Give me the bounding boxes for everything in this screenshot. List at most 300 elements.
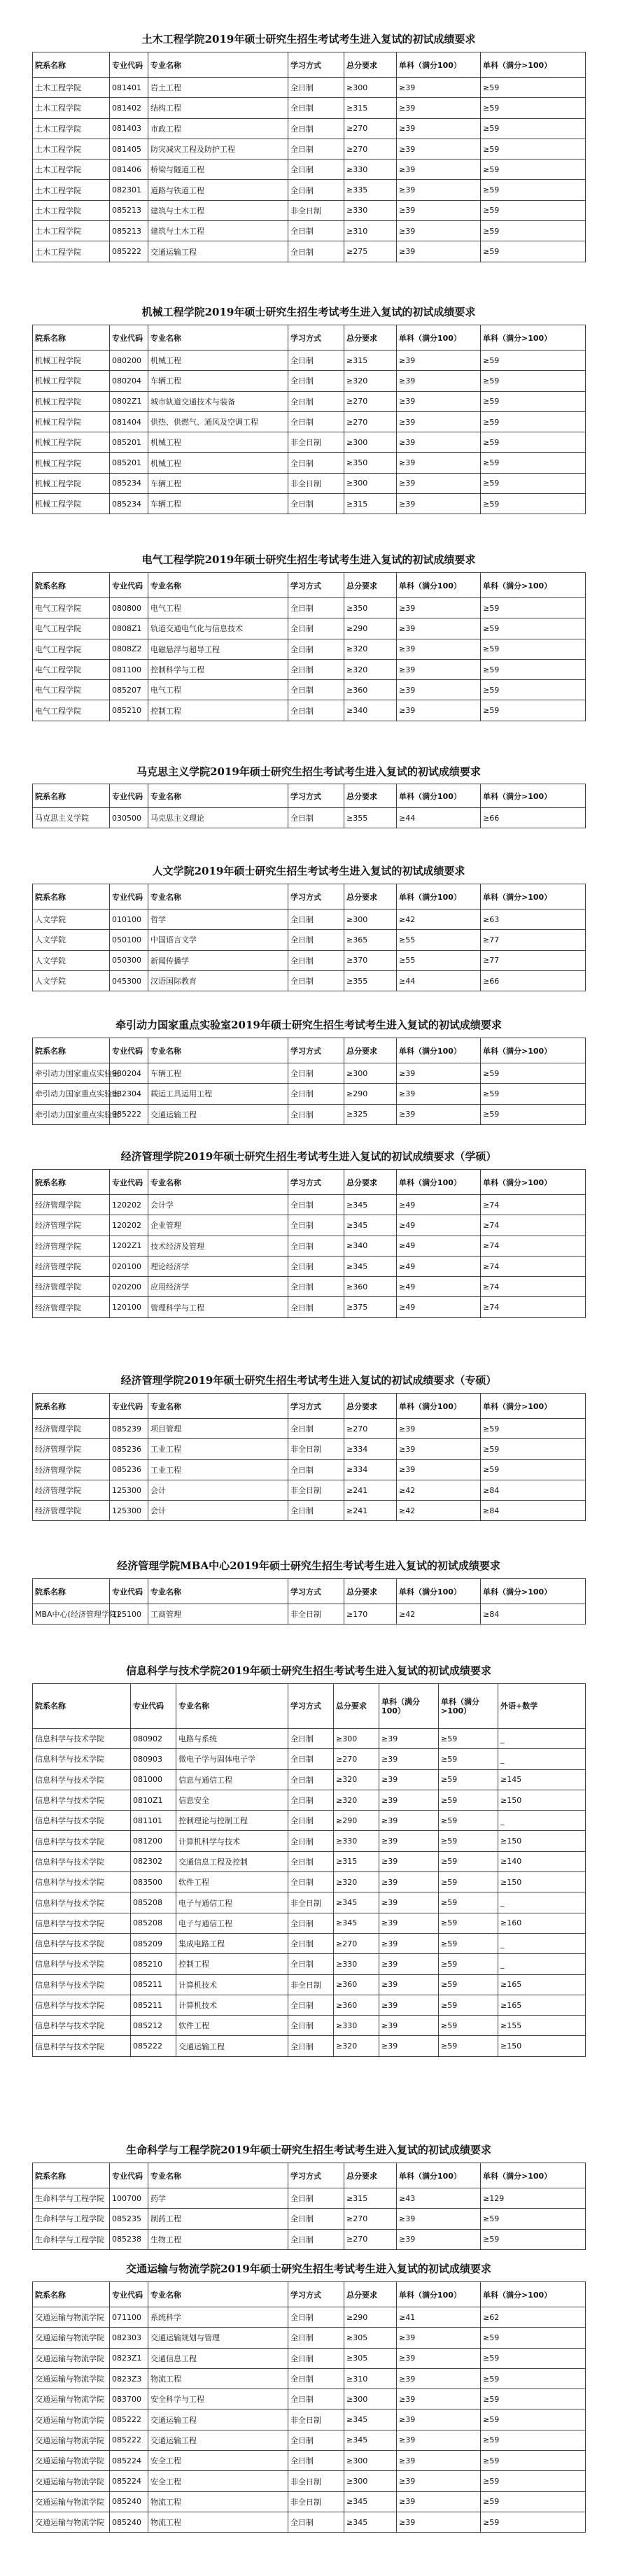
table-cell: ≥59 [439,1811,498,1831]
table-cell: ≥300 [344,910,397,930]
table-cell: ≥330 [344,200,397,220]
table-cell: ≥39 [397,598,481,618]
table-cell: 经济管理学院 [33,1256,110,1276]
table-cell: ≥59 [439,1954,498,1974]
table-cell: ≥270 [344,411,397,432]
table-cell: 非全日制 [288,1892,334,1913]
table-row [33,160,586,180]
column-header: 院系名称 [33,573,110,598]
table-row [33,1974,586,1995]
table-cell: 土木工程学院 [33,160,110,180]
table-cell: ≥355 [344,808,397,828]
table-cell: ≥39 [397,2209,481,2229]
table-row [33,1277,586,1297]
table-cell: 机械工程学院 [33,494,110,514]
table-cell: 电气工程学院 [33,598,110,618]
score-table-section [32,27,585,262]
table-cell: ≥290 [344,618,397,639]
table-cell: ≥44 [397,808,481,828]
table-cell: 微电子学与固体电子学 [176,1749,288,1769]
column-header: 单科（满分>100） [481,784,586,808]
column-header: 专业代码 [110,325,148,351]
table-cell: 030500 [110,808,148,828]
table-cell: 生命科学与工程学院 [33,2188,110,2209]
table-cell: 技术经济及管理 [148,1236,288,1256]
score-table-section [32,547,585,721]
column-header: 院系名称 [33,1579,110,1604]
table-cell: 机械工程学院 [33,473,110,493]
table-cell: 交通运输与物流学院 [33,2491,110,2512]
table-cell: ≥43 [397,2188,481,2209]
table-row [33,139,586,159]
table-cell: 人文学院 [33,970,110,991]
table-cell: ≥39 [379,1892,439,1913]
table-row [33,180,586,200]
table-cell: 非全日制 [288,200,344,220]
table-cell: _ [498,1933,586,1953]
table-cell: ≥39 [397,659,481,679]
table-cell: ≥59 [481,2229,586,2249]
table-cell: 集成电路工程 [176,1933,288,1953]
table-cell: 全日制 [288,1790,334,1810]
table-cell: 全日制 [288,2229,344,2249]
table-title: 马克思主义学院2019年硕士研究生招生考试考生进入复试的初试成绩要求 [136,765,481,778]
table-row [33,1729,586,1749]
table-row [33,639,586,659]
table-cell: 全日制 [288,680,344,700]
table-cell: 马克思主义学院 [33,808,110,828]
column-header: 专业代码 [110,2282,148,2307]
table-row [33,808,586,828]
table-cell: ≥59 [439,1831,498,1851]
table-cell: ≥59 [481,473,586,493]
table-cell: ≥300 [344,2389,397,2409]
table-row [33,2491,586,2512]
table-cell: ≥39 [397,78,481,98]
table-cell: ≥49 [397,1215,481,1236]
table-cell: ≥360 [344,680,397,700]
column-header: 单科（满分100） [397,784,481,808]
table-cell: 全日制 [288,1872,334,1892]
table-row [33,2368,586,2389]
table-cell: ≥59 [481,411,586,432]
table-cell: ≥39 [379,1749,439,1769]
table-cell: 信息科学与技术学院 [33,1872,131,1892]
table-cell: 125300 [110,1480,148,1500]
table-cell: 全日制 [288,2328,344,2348]
table-title: 人文学院2019年硕士研究生招生考试考生进入复试的初试成绩要求 [152,865,465,877]
table-cell: ≥170 [344,1604,397,1625]
table-cell: 全日制 [288,2036,334,2056]
table-row [33,2328,586,2348]
table-cell: ≥39 [397,2389,481,2409]
table-row [33,1892,586,1913]
table-cell: 信息科学与技术学院 [33,1913,131,1933]
table-title: 交通运输与物流学院2019年硕士研究生招生考试考生进入复试的初试成绩要求 [126,2263,491,2275]
table-cell: ≥59 [481,1419,586,1439]
table-cell: 085222 [110,241,148,262]
table-cell: ≥59 [481,453,586,473]
table-cell: 085224 [110,2451,148,2471]
table-cell: ≥39 [379,1851,439,1871]
table-cell: 全日制 [288,139,344,159]
table-cell: 控制理论与控制工程 [176,1811,288,1831]
column-header: 总分要求 [344,573,397,598]
table-row [33,1063,586,1084]
column-header: 院系名称 [33,1170,110,1195]
table-cell: ≥39 [397,2368,481,2389]
table-cell: ≥315 [344,494,397,514]
table-cell: 非全日制 [288,1480,344,1500]
table-row [33,1604,586,1625]
column-header: 外语+数学 [498,1684,586,1729]
table-cell: 生命科学与工程学院 [33,2229,110,2249]
table-cell: ≥320 [344,371,397,391]
table-header-row [33,325,586,351]
table-cell: 电气工程学院 [33,659,110,679]
table-cell: 信息科学与技术学院 [33,1790,131,1810]
table-cell: 机械工程 [148,432,288,453]
table-cell: ≥59 [481,1439,586,1459]
table-row [33,1954,586,1974]
table-cell: 会计 [148,1480,288,1500]
column-header: 院系名称 [33,1684,131,1729]
table-cell: ≥59 [481,432,586,453]
table-cell: ≥39 [379,1872,439,1892]
table-cell: ≥300 [344,78,397,98]
table-cell: ≥77 [481,930,586,950]
table-row [33,970,586,991]
table-row [33,2036,586,2056]
table-cell: 083500 [131,1872,176,1892]
table-cell: 085211 [131,1995,176,2015]
table-cell: ≥39 [397,241,481,262]
table-row [33,950,586,970]
table-cell: 会计 [148,1501,288,1521]
table-cell: 结构工程 [148,98,288,118]
column-header: 单科（满分100） [397,52,481,78]
table-cell: 经济管理学院 [33,1215,110,1236]
table-cell: 信息科学与技术学院 [33,1954,131,1974]
table-cell: 中国语言文学 [148,930,288,950]
table-cell: 全日制 [288,1831,334,1851]
table-cell: ≥270 [334,1933,379,1953]
table-cell: ≥39 [379,2036,439,2056]
score-table [32,2281,586,2533]
table-title: 土木工程学院2019年硕士研究生招生考试考生进入复试的初试成绩要求 [141,33,476,45]
table-cell: 081402 [110,98,148,118]
table-row [33,1831,586,1851]
score-table [32,572,586,721]
table-cell: 085239 [110,1419,148,1439]
table-row [33,1913,586,1933]
table-cell: 马克思主义理论 [148,808,288,828]
table-cell: ≥345 [334,1892,379,1913]
table-cell: ≥315 [344,351,397,371]
column-header: 专业代码 [110,1394,148,1419]
table-row [33,118,586,139]
table-row [33,1104,586,1124]
table-cell: 岩土工程 [148,78,288,98]
table-cell: 085236 [110,1439,148,1459]
table-cell: ≥39 [397,639,481,659]
score-table-section [32,1012,585,1125]
table-row [33,98,586,118]
table-cell: 经济管理学院 [33,1459,110,1480]
table-cell: ≥150 [498,1831,586,1851]
column-header: 总分要求 [344,2282,397,2307]
table-cell: ≥59 [481,1084,586,1104]
table-cell: ≥39 [379,1790,439,1810]
table-cell: 全日制 [288,1195,344,1215]
table-cell: 全日制 [288,1063,344,1084]
table-cell: 计算机科学与技术 [176,1831,288,1851]
table-cell: ≥39 [397,1439,481,1459]
table-cell: ≥39 [397,2491,481,2512]
table-cell: 全日制 [288,659,344,679]
table-cell: 工商管理 [148,1604,288,1625]
table-cell: 经济管理学院 [33,1419,110,1439]
table-cell: 信息安全 [176,1790,288,1810]
table-cell: 电子与通信工程 [176,1892,288,1913]
table-cell: 全日制 [288,1995,334,2015]
table-cell: 120202 [110,1195,148,1215]
score-table [32,1683,586,2057]
score-table-section [32,2256,585,2533]
table-cell: 125300 [110,1501,148,1521]
column-header: 总分要求 [344,884,397,910]
table-title: 信息科学与技术学院2019年硕士研究生招生考试考生进入复试的初试成绩要求 [126,1664,491,1677]
column-header: 单科（满分100） [397,1170,481,1195]
table-cell: 全日制 [288,1297,344,1317]
column-header: 单科（满分>100） [481,1170,586,1195]
table-cell: ≥59 [481,221,586,241]
table-cell: ≥165 [498,1995,586,2015]
table-cell: ≥59 [481,2451,586,2471]
table-cell: ≥39 [397,700,481,721]
column-header: 院系名称 [33,2163,110,2188]
table-cell: ≥330 [334,2016,379,2036]
column-header: 学习方式 [288,52,344,78]
table-cell: ≥59 [481,494,586,514]
table-cell: 机械工程学院 [33,371,110,391]
column-header: 专业代码 [110,1579,148,1604]
table-row [33,221,586,241]
table-cell: ≥270 [334,1749,379,1769]
column-header: 专业代码 [110,52,148,78]
table-cell: ≥59 [481,598,586,618]
table-cell: ≥39 [379,1831,439,1851]
table-cell: 信息与通信工程 [176,1769,288,1790]
column-header: 专业代码 [110,1038,148,1063]
table-cell: 交通运输与物流学院 [33,2368,110,2389]
table-cell: _ [498,1749,586,1769]
table-cell: 牵引动力国家重点实验室 [33,1104,110,1124]
table-cell: 080902 [131,1729,176,1749]
table-cell: ≥59 [439,1749,498,1769]
table-cell: ≥300 [344,473,397,493]
table-cell: 控制工程 [176,1954,288,1974]
table-cell: 020200 [110,1277,148,1297]
column-header: 学习方式 [288,2163,344,2188]
table-cell: 电气工程学院 [33,618,110,639]
table-cell: ≥320 [344,639,397,659]
table-cell: 交通运输工程 [148,2430,288,2450]
table-cell: 085208 [131,1913,176,1933]
table-cell: 交通运输工程 [148,241,288,262]
score-table [32,1393,586,1521]
column-header: 单科（满分>100） [439,1684,498,1729]
table-cell: 全日制 [288,808,344,828]
table-cell: 信息科学与技术学院 [33,2036,131,2056]
table-cell: 非全日制 [288,2491,344,2512]
table-cell: ≥59 [481,1104,586,1124]
column-header: 单科（满分100） [379,1684,439,1729]
table-cell: ≥150 [498,1790,586,1810]
table-cell: 020100 [110,1256,148,1276]
table-cell: 机械工程学院 [33,391,110,411]
column-header: 学习方式 [288,2282,344,2307]
table-cell: ≥39 [397,371,481,391]
table-cell: ≥42 [397,910,481,930]
table-cell: _ [498,1729,586,1749]
table-cell: ≥59 [481,200,586,220]
table-cell: ≥39 [397,618,481,639]
table-cell: ≥59 [439,1769,498,1790]
table-cell: ≥360 [334,1995,379,2015]
table-cell: 全日制 [288,598,344,618]
table-cell: 全日制 [288,2512,344,2532]
table-row [33,1501,586,1521]
table-cell: ≥74 [481,1195,586,1215]
table-cell: 信息科学与技术学院 [33,1811,131,1831]
table-cell: 电气工程 [148,598,288,618]
table-row [33,2451,586,2471]
table-cell: ≥59 [481,2430,586,2450]
table-row [33,700,586,721]
table-cell: 人文学院 [33,950,110,970]
score-table [32,1578,586,1625]
table-cell: 电气工程学院 [33,639,110,659]
table-row [33,371,586,391]
table-cell: 道路与铁道工程 [148,180,288,200]
table-cell: 载运工具运用工程 [148,1084,288,1104]
table-cell: ≥39 [379,1954,439,1974]
table-cell: 机械工程 [148,453,288,473]
table-row [33,1995,586,2015]
table-cell: ≥39 [397,391,481,411]
table-cell: 全日制 [288,411,344,432]
table-cell: 工业工程 [148,1459,288,1480]
table-cell: 信息科学与技术学院 [33,1851,131,1871]
table-row [33,1215,586,1236]
table-cell: 交通运输工程 [176,2036,288,2056]
table-cell: 交通运输与物流学院 [33,2471,110,2491]
column-header: 学习方式 [288,884,344,910]
table-cell: 信息科学与技术学院 [33,1749,131,1769]
table-cell: 085222 [110,2409,148,2430]
score-table-section [32,1553,585,1625]
table-cell: ≥300 [334,1729,379,1749]
table-cell: ≥320 [334,1872,379,1892]
table-row [33,1084,586,1104]
table-cell: 交通运输与物流学院 [33,2409,110,2430]
column-header: 总分要求 [344,1038,397,1063]
column-header: 单科（满分>100） [481,1394,586,1419]
table-cell: 全日制 [288,351,344,371]
table-cell: ≥44 [397,970,481,991]
table-cell: 100700 [110,2188,148,2209]
table-cell: ≥39 [397,118,481,139]
table-cell: ≥59 [481,2368,586,2389]
table-cell: 全日制 [288,2348,344,2368]
table-header-row [33,1579,586,1604]
table-cell: 建筑与土木工程 [148,200,288,220]
column-header: 单科（满分100） [397,573,481,598]
table-cell: 车辆工程 [148,1063,288,1084]
table-cell: ≥59 [481,78,586,98]
table-cell: 0808Z1 [110,618,148,639]
table-cell: 085224 [110,2471,148,2491]
table-cell: 机械工程学院 [33,351,110,371]
table-cell: 0808Z2 [110,639,148,659]
table-cell: ≥155 [498,2016,586,2036]
table-cell: 交通运输规划与管理 [148,2328,288,2348]
table-cell: ≥39 [397,1104,481,1124]
table-cell: 085222 [110,2430,148,2450]
table-cell: 全日制 [288,2389,344,2409]
table-cell: ≥39 [379,1769,439,1790]
table-cell: 081200 [131,1831,176,1851]
table-cell: ≥59 [439,2036,498,2056]
score-table-section [32,1658,585,2057]
table-cell: ≥59 [481,700,586,721]
table-cell: ≥39 [397,1084,481,1104]
table-cell: ≥39 [379,1729,439,1749]
column-header: 专业代码 [110,784,148,808]
table-cell: 哲学 [148,910,288,930]
table-cell: ≥241 [344,1480,397,1500]
table-header-row [33,52,586,78]
score-table-section [32,2137,585,2250]
column-header: 专业名称 [148,1394,288,1419]
table-cell: ≥39 [397,411,481,432]
table-cell: 081401 [110,78,148,98]
table-cell: ≥39 [379,1995,439,2015]
table-cell: 汉语国际教育 [148,970,288,991]
table-cell: _ [498,1811,586,1831]
table-cell: 人文学院 [33,910,110,930]
table-cell: 全日制 [288,371,344,391]
table-cell: 全日制 [288,180,344,200]
table-row [33,1933,586,1953]
table-cell: 交通运输与物流学院 [33,2328,110,2348]
column-header: 院系名称 [33,1394,110,1419]
table-cell: ≥375 [344,1297,397,1317]
table-cell: ≥39 [397,2348,481,2368]
column-header: 院系名称 [33,325,110,351]
table-cell: ≥350 [344,453,397,473]
table-cell: 全日制 [288,2368,344,2389]
column-header: 院系名称 [33,2282,110,2307]
table-row [33,2229,586,2249]
table-cell: 全日制 [288,2430,344,2450]
table-cell: 土木工程学院 [33,180,110,200]
table-cell: ≥345 [344,2430,397,2450]
table-row [33,473,586,493]
table-cell: 085235 [110,2209,148,2229]
table-cell: ≥84 [481,1501,586,1521]
